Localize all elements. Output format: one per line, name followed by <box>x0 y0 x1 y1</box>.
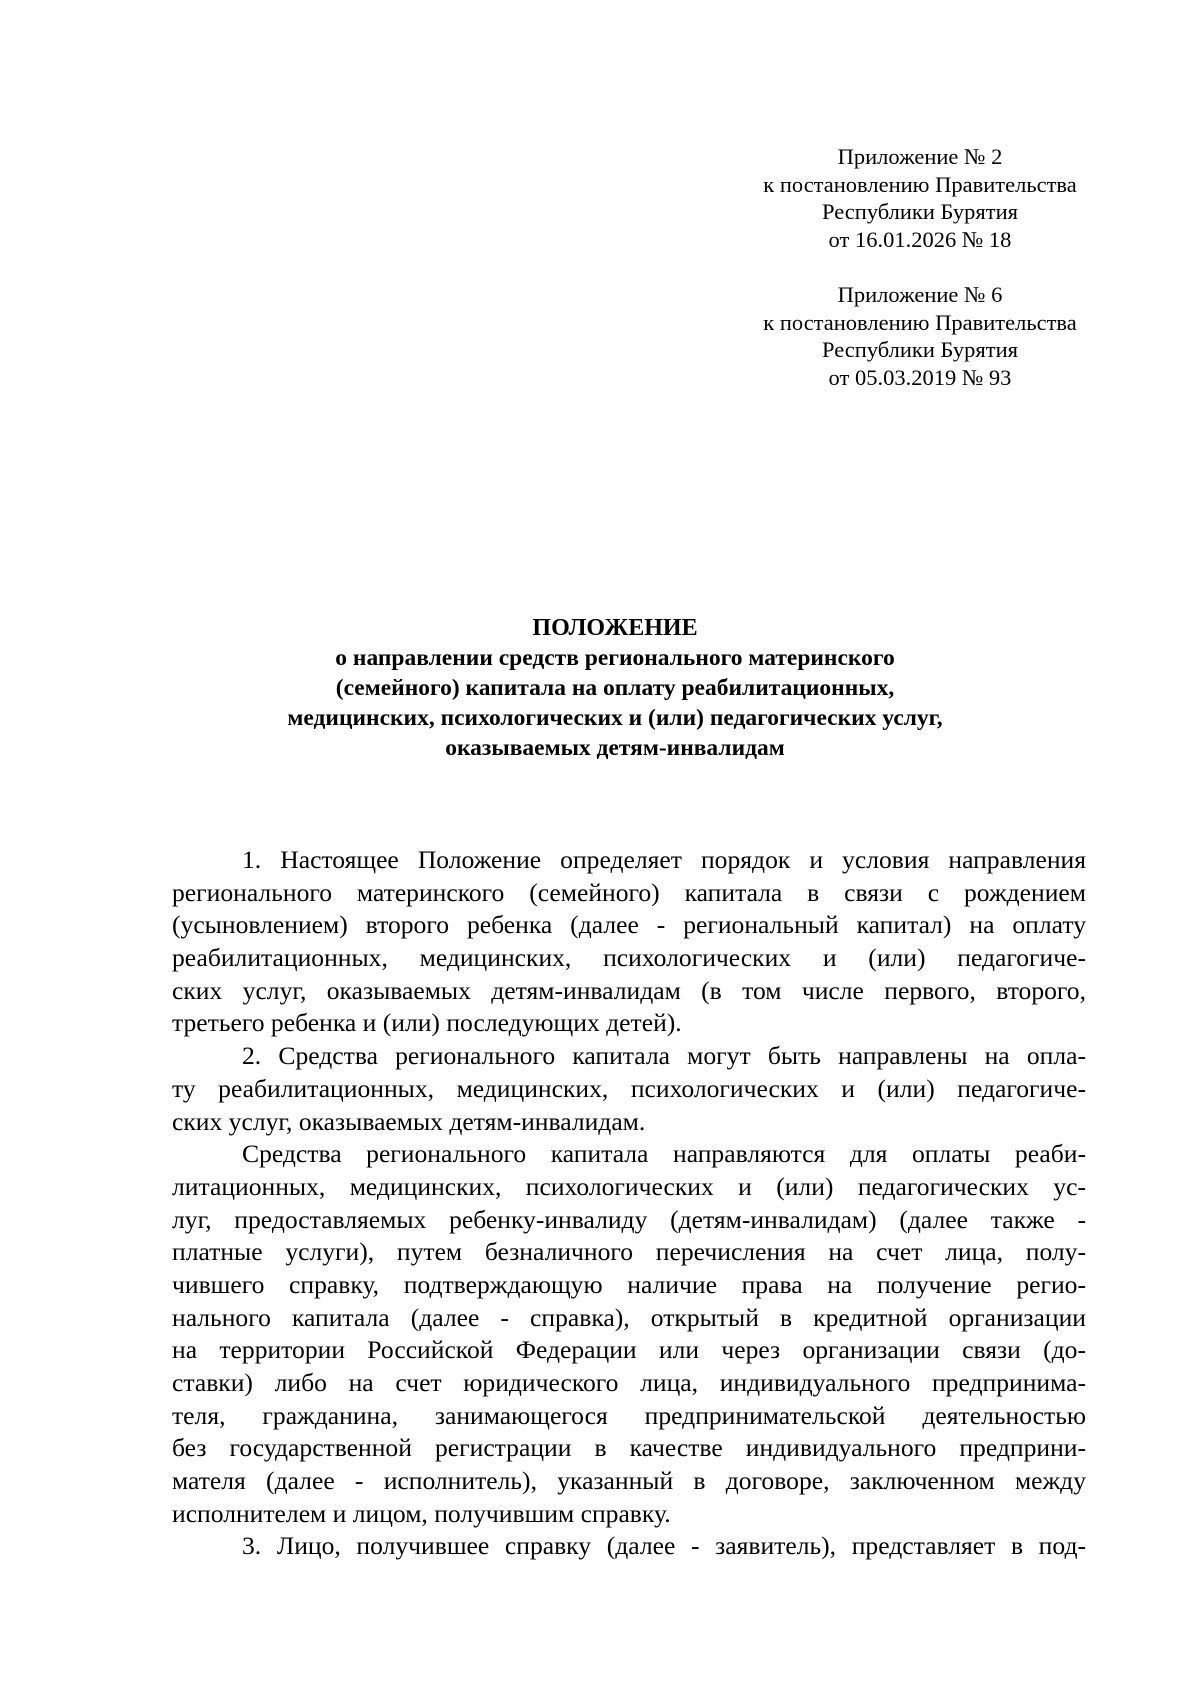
paragraph-3-line: ставки) либо на счет юридического лица, индивидуального предпринима- <box>172 1368 1086 1397</box>
paragraph-3-line: литационных, медицинских, психологических и (или) педагогических ус- <box>172 1171 1086 1201</box>
paragraph-3-line: исполнителем и лицом, получившим справку. <box>172 1498 671 1528</box>
title-subtitle-line: медицинских, психологических и (или) педагогических услуг, <box>287 705 943 731</box>
paragraph-3-line: платные услуги), путем безналичного перечисления на счет лица, полу- <box>172 1237 1086 1267</box>
appendix-line: к постановлению Правительства <box>763 309 1077 335</box>
title-heading: ПОЛОЖЕНИЕ <box>532 615 698 641</box>
appendix-line: от 16.01.2026 № 18 <box>828 226 1012 252</box>
paragraph-3-line: на территории Российской Федерации или через организации связи (до- <box>172 1335 1086 1365</box>
paragraph-3-line: Средства регионального капитала направляются для оплаты реаби- <box>242 1139 1086 1169</box>
paragraph-4-line: 3. Лицо, получившее справку (далее - заявитель), представляет в под- <box>242 1531 1086 1561</box>
paragraph-1-line: (усыновлением) второго ребенка (далее - региональный капитал) на оплату <box>172 910 1086 940</box>
paragraph-3-line: теля, гражданина, занимающегося предпринимательской деятельностью <box>172 1400 1086 1430</box>
paragraph-3-line: мателя (далее - исполнитель), указанный в договоре, заключенном между <box>172 1466 1086 1496</box>
paragraph-1-line: ских услуг, оказываемых детям-инвалидам (в том числе первого, второго, <box>172 975 1086 1005</box>
appendix-line: Республики Бурятия <box>822 199 1018 224</box>
appendix-line: к постановлению Правительства <box>763 171 1077 197</box>
paragraph-2-line: ских услуг, оказываемых детям-инвалидам. <box>172 1106 646 1136</box>
document-body <box>172 844 1086 1563</box>
document-title <box>150 613 1080 763</box>
paragraph-3-line: чившего справку, подтверждающую наличие права на получение регио- <box>172 1269 1086 1299</box>
paragraph-2-line: ту реабилитационных, медицинских, психологических и (или) педагогиче- <box>172 1073 1086 1103</box>
paragraph-1-line: регионального материнского (семейного) капитала в связи с рождением <box>172 877 1086 907</box>
appendix-line: от 05.03.2019 № 93 <box>828 364 1012 390</box>
appendix-original <box>735 281 1105 391</box>
title-subtitle-line: (семейного) капитала на оплату реабилитационных, <box>335 675 895 701</box>
paragraph-3-line: без государственной регистрации в качестве индивидуального предприни- <box>172 1433 1086 1463</box>
appendix-current <box>735 143 1105 253</box>
paragraph-3-line: нального капитала (далее - справка), открытый в кредитной организации <box>172 1302 1086 1332</box>
title-subtitle-line: оказываемых детям-инвалидам <box>445 735 785 761</box>
appendix-line: Приложение № 2 <box>837 144 1003 169</box>
paragraph-1-line: 1. Настоящее Положение определяет порядок и условия направления <box>242 845 1086 874</box>
appendix-line: Приложение № 6 <box>837 282 1003 307</box>
appendix-line: Республики Бурятия <box>822 337 1018 362</box>
paragraph-2-line: 2. Средства регионального капитала могут быть направлены на опла- <box>242 1041 1086 1071</box>
paragraph-1-line: реабилитационных, медицинских, психологических и (или) педагогиче- <box>172 943 1086 973</box>
paragraph-1-line: третьего ребенка и (или) последующих детей). <box>172 1008 682 1038</box>
paragraph-3-line: луг, предоставляемых ребенку-инвалиду (детям-инвалидам) (далее также - <box>172 1204 1086 1234</box>
title-subtitle-line: о направлении средств регионального материнского <box>335 645 895 671</box>
